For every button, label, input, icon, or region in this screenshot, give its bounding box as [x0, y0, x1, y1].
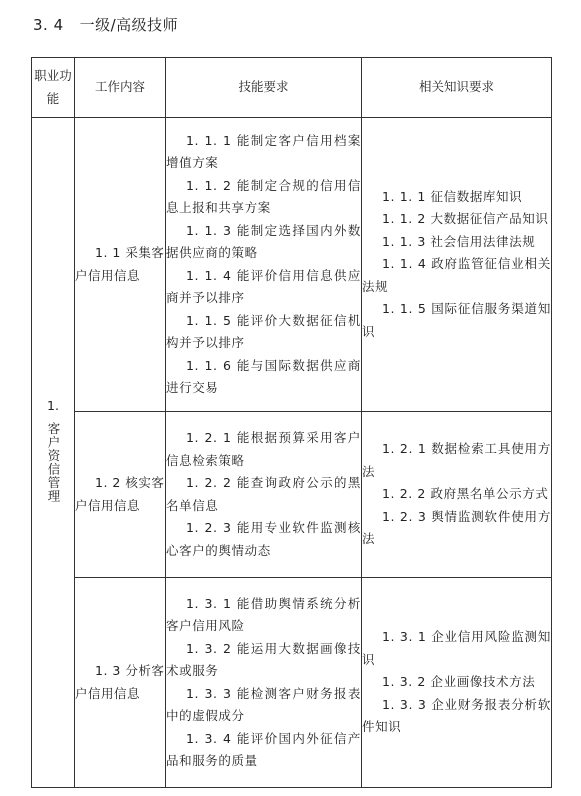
table-row [32, 578, 552, 788]
knowledge-item: 1. 3. 1 企业信用风险监测知识 [362, 629, 551, 667]
work-content-cell [75, 118, 166, 412]
section-number: 3. 4 [33, 16, 64, 34]
knowledge-item: 1. 3. 2 企业画像技术方法 [382, 674, 536, 690]
skill-item: 1. 1. 5 能评价大数据征信机构并予以排序 [166, 312, 361, 350]
skill-item: 1. 3. 4 能评价国内外征信产品和服务的质量 [166, 730, 361, 768]
work-content-label: 1. 1 采集客户信用信息 [75, 245, 165, 283]
function-cell [32, 118, 75, 788]
skill-item: 1. 2. 3 能用专业软件监测核心客户的舆情动态 [166, 520, 361, 558]
skills-cell [166, 118, 362, 412]
skills-table [31, 57, 552, 788]
knowledge-item: 1. 1. 1 征信数据库知识 [382, 188, 523, 204]
header-function: 职业功能 [32, 58, 75, 118]
knowledge-item: 1. 2. 3 舆情监测软件使用方法 [362, 508, 551, 547]
function-number: 1. [47, 398, 59, 413]
knowledge-item: 1. 3. 3 企业财务报表分析软件知识 [362, 696, 551, 735]
skill-item: 1. 1. 6 能与国际数据供应商进行交易 [166, 357, 361, 395]
skill-item: 1. 3. 2 能运用大数据画像技术或服务 [166, 640, 361, 678]
skills-cell [166, 578, 362, 788]
skills-cell [166, 412, 362, 578]
table-row [32, 412, 552, 578]
header-content: 工作内容 [75, 58, 166, 118]
skill-item: 1. 2. 2 能查询政府公示的黑名单信息 [166, 475, 361, 513]
header-row [32, 58, 552, 118]
knowledge-item: 1. 1. 4 政府监管征信业相关法规 [362, 256, 551, 294]
work-content-label: 1. 3 分析客户信用信息 [75, 663, 165, 701]
knowledge-item: 1. 2. 1 数据检索工具使用方法 [362, 441, 551, 479]
header-knowledge: 相关知识要求 [362, 58, 552, 118]
skill-item: 1. 1. 1 能制定客户信用档案增值方案 [166, 132, 361, 170]
skill-item: 1. 3. 3 能检测客户财务报表中的虚假成分 [166, 685, 361, 723]
function-label: 客户资信管理 [46, 421, 61, 503]
knowledge-cell [362, 578, 552, 788]
work-content-cell [75, 412, 166, 578]
table-row [32, 118, 552, 412]
knowledge-cell [362, 412, 552, 578]
skill-item: 1. 1. 2 能制定合规的信用信息上报和共享方案 [166, 177, 361, 215]
section-title: 一级/高级技师 [79, 16, 179, 34]
skill-item: 1. 1. 4 能评价信用信息供应商并予以排序 [166, 267, 361, 305]
header-skills: 技能要求 [166, 58, 362, 118]
knowledge-item: 1. 2. 2 政府黑名单公示方式 [382, 486, 549, 502]
knowledge-item: 1. 1. 5 国际征信服务渠道知识 [362, 301, 551, 339]
knowledge-item: 1. 1. 3 社会信用法律法规 [382, 233, 536, 249]
knowledge-cell [362, 118, 552, 412]
section-heading [33, 14, 178, 35]
skill-item: 1. 3. 1 能借助舆情系统分析客户信用风险 [166, 595, 361, 633]
work-content-cell [75, 578, 166, 788]
work-content-label: 1. 2 核实客户信用信息 [75, 475, 165, 513]
skill-item: 1. 1. 3 能制定选择国内外数据供应商的策略 [166, 222, 361, 260]
skill-item: 1. 2. 1 能根据预算采用客户信息检索策略 [166, 430, 361, 468]
knowledge-item: 1. 1. 2 大数据征信产品知识 [382, 211, 549, 227]
